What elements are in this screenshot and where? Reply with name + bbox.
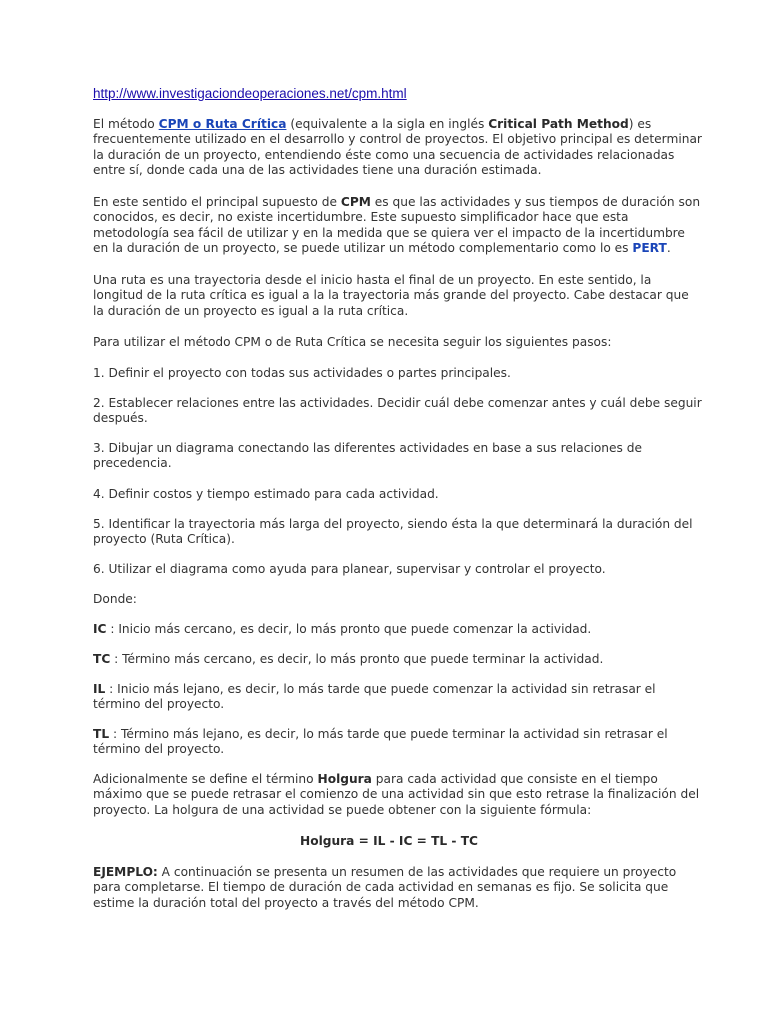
critical-path-method-term: Critical Path Method bbox=[488, 117, 629, 131]
definition-tl: TL : Término más lejano, es decir, lo más tarde que puede terminar la actividad sin retrasar el término del proyecto. bbox=[93, 727, 668, 757]
source-url-link[interactable]: http://www.investigaciondeoperaciones.net/cpm.html bbox=[93, 86, 407, 101]
steps-intro: Para utilizar el método CPM o de Ruta Crítica se necesita seguir los siguientes pasos: bbox=[93, 335, 612, 349]
donde-label: Donde: bbox=[93, 592, 137, 606]
step-1: 1. Definir el proyecto con todas sus actividades o partes principales. bbox=[93, 366, 511, 380]
pert-term: PERT bbox=[632, 241, 667, 256]
intro-paragraph: El método CPM o Ruta Crítica (equivalente a la sigla en inglés Critical Path Method) es frecuentemente utilizado en el desarrollo y control de proyectos. El objetivo principal es determinar la duración de un proyecto, entendiendo éste como una secuencia de actividades relacionadas entre sí, donde cada una de las actividades tiene una duración estimada. bbox=[93, 117, 702, 178]
example-paragraph: EJEMPLO: A continuación se presenta un resumen de las actividades que requiere un proyecto para completarse. El tiempo de duración de cada actividad en semanas es fijo. Se solicita que estime la duración total del proyecto a través del método CPM. bbox=[93, 865, 677, 910]
il-term: IL bbox=[93, 682, 106, 696]
example-label: EJEMPLO: bbox=[93, 865, 158, 879]
slack-formula: Holgura = IL - IC = TL - TC bbox=[300, 834, 478, 848]
cpm-term: CPM bbox=[340, 195, 371, 209]
ic-term: IC bbox=[93, 622, 107, 636]
definition-tc: TC : Término más cercano, es decir, lo más pronto que puede terminar la actividad. bbox=[93, 652, 604, 666]
step-6: 6. Utilizar el diagrama como ayuda para planear, supervisar y controlar el proyecto. bbox=[93, 562, 606, 576]
step-5: 5. Identificar la trayectoria más larga del proyecto, siendo ésta la que determinará la duración del proyecto (Ruta Crítica). bbox=[93, 517, 693, 547]
tl-term: TL bbox=[93, 727, 110, 741]
definition-ic: IC : Inicio más cercano, es decir, lo más pronto que puede comenzar la actividad. bbox=[93, 622, 592, 636]
step-4: 4. Definir costos y tiempo estimado para cada actividad. bbox=[93, 487, 439, 501]
route-paragraph: Una ruta es una trayectoria desde el inicio hasta el final de un proyecto. En este sentido, la longitud de la ruta crítica es igual a la la trayectoria más grande del proyecto. Cabe destacar que la duración de un proyecto es igual a la ruta crítica. bbox=[93, 273, 689, 318]
slack-paragraph: Adicionalmente se define el término Holgura para cada actividad que consiste en el tiempo máximo que se puede retrasar el comienzo de una actividad sin que esto retrase la finalización del proyecto. La holgura de una actividad se puede obtener con la siguiente fórmula: bbox=[93, 772, 700, 817]
step-2: 2. Establecer relaciones entre las actividades. Decidir cuál debe comenzar antes y cuál debe seguir después. bbox=[93, 396, 702, 426]
tc-term: TC bbox=[93, 652, 111, 666]
cpm-ruta-critica-link[interactable]: CPM o Ruta Crítica bbox=[158, 117, 287, 131]
definition-il: IL : Inicio más lejano, es decir, lo más tarde que puede comenzar la actividad sin retrasar el término del proyecto. bbox=[93, 682, 656, 712]
holgura-term: Holgura bbox=[317, 772, 372, 786]
step-3: 3. Dibujar un diagrama conectando las diferentes actividades en base a sus relaciones de precedencia. bbox=[93, 441, 642, 471]
assumption-paragraph: En este sentido el principal supuesto de CPM es que las actividades y sus tiempos de duración son conocidos, es decir, no existe incertidumbre. Este supuesto simplificador hace que esta metodología sea fácil de utilizar y en la medida que se quiera ver el impacto de la incertidumbre en la duración de un proyecto, se puede utilizar un método complementario como lo es PERT. bbox=[93, 195, 701, 256]
